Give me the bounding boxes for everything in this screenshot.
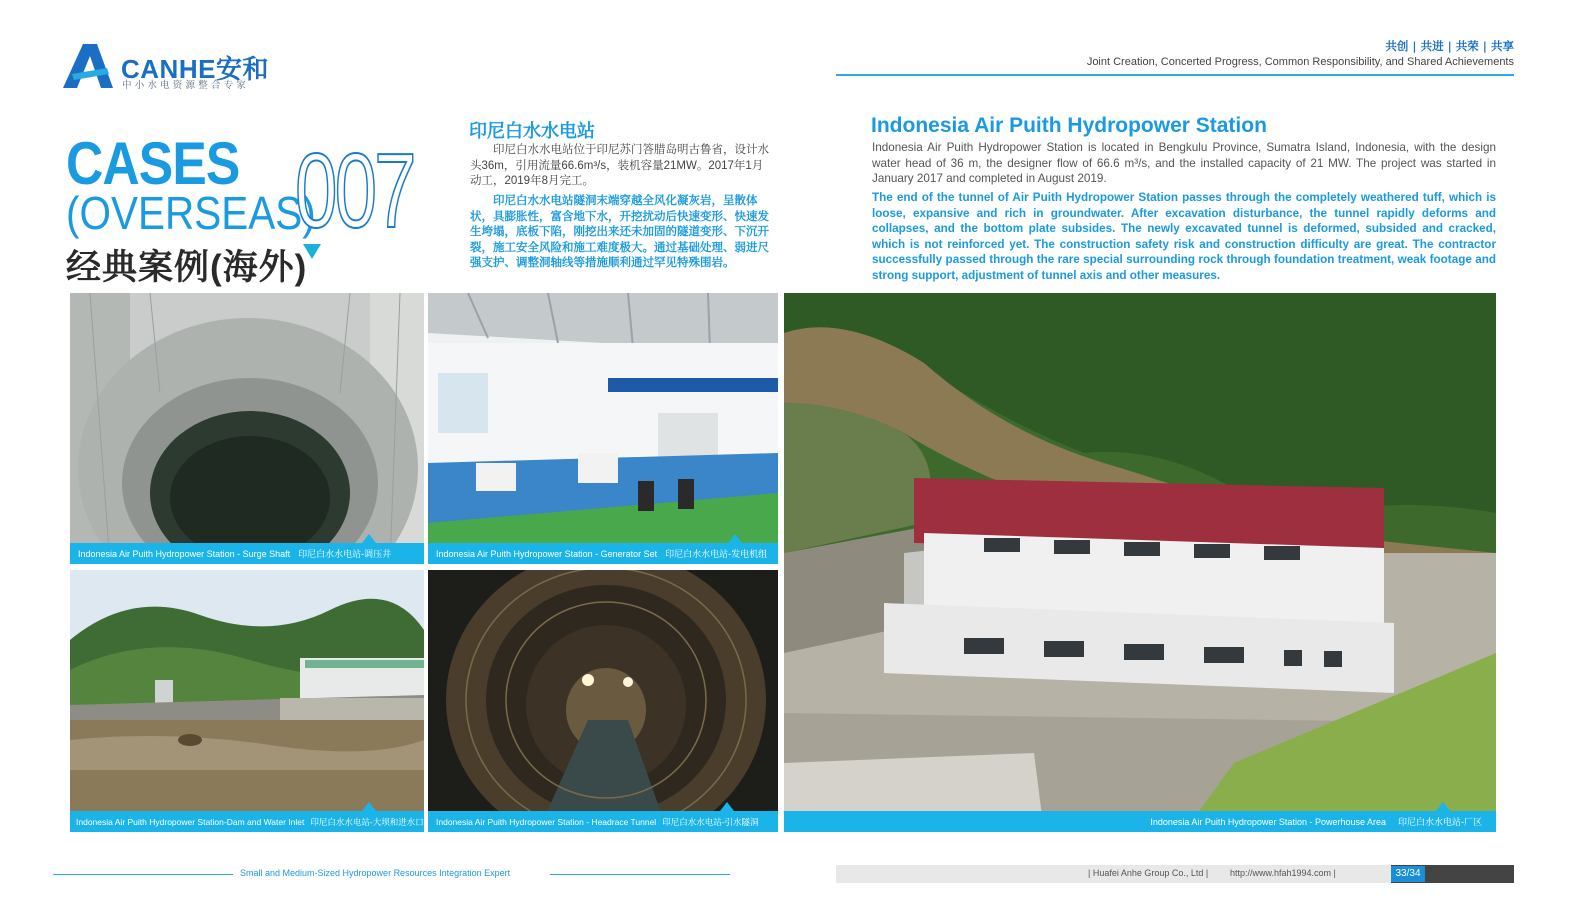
caption-pointer-icon [1436,802,1450,811]
footer-company: | Huafei Anhe Group Co., Ltd | [1088,868,1209,878]
case-challenge-en: The end of the tunnel of Air Puith Hydropower Station passes through the completely weathered tuff, which is loose, expansive and rich in groundwater. After excavation disturbance, the tunnel rapidly deforms and collapses, and the bottom plate subsides. The newly excavated tunnel is deformed, subsided and cracked, which is not reinforced yet. The construction safety risk and construction difficulty are great. The contractor successfully passed through the rare special surrounding rock through foundation treatment, weak footage and strong support, adjustment of tunnel axis and other measures. [872,191,1496,282]
caption-generator-set [428,543,778,564]
footer-url[interactable]: http://www.hfah1994.com | [1230,868,1336,878]
footer-divider-right [550,874,730,875]
caption-cn: 印尼白水水电站-发电机组 [665,549,768,559]
caption-cn: 印尼白水水电站-引水隧洞 [662,816,759,827]
caption-cn: 印尼白水水电站-大坝和进水口 [310,816,424,827]
logo-word-cn: 安和 [215,54,269,84]
motto-en: Joint Creation, Concerted Progress, Common Responsibility, and Shared Achievements [1086,56,1514,68]
case-title-cn: 印尼白水水电站 [469,121,595,141]
caption-en: Indonesia Air Puith Hydropower Station - Surge Shaft [78,548,291,559]
caption-headrace-tunnel [428,811,778,832]
caption-en: Indonesia Air Puith Hydropower Station - Generator Set [436,548,658,559]
case-description-cn: 印尼白水水电站位于印尼苏门答腊岛明古鲁省，设计水头36m，引用流量66.6m³/s，装机容量21MW。2017年1月动工，2019年8月完工。 [470,144,769,188]
caption-surge-shaft [70,543,424,564]
page-number: 33/34 [1391,866,1425,882]
caption-en: Indonesia Air Puith Hydropower Station-Dam and Water Inlet [76,816,305,827]
case-number: 007 [295,132,414,250]
footer-tagline: Small and Medium-Sized Hydropower Resources Integration Expert [240,868,511,878]
caption-pointer-icon [720,802,734,811]
photo-dam-inlet [70,570,424,832]
section-title-overseas: (OVERSEAS) [66,187,316,239]
photo-surge-shaft [70,293,424,564]
section-title-cases: CASES [66,130,240,197]
section-title-cn: 经典案例(海外) [66,248,308,287]
photo-headrace-tunnel [428,570,778,832]
header-divider [836,74,1514,76]
caption-en: Indonesia Air Puith Hydropower Station - Powerhouse Area [1150,816,1386,827]
caption-cn: 印尼白水水电站-厂区 [1398,817,1482,827]
powerhouse-image [784,293,1496,832]
caption-powerhouse-area [784,811,1496,832]
caption-en: Indonesia Air Puith Hydropower Station - Headrace Tunnel [436,816,657,827]
caption-pointer-icon [728,534,742,543]
photo-powerhouse-area [784,293,1496,832]
logo-subtitle: 中小水电资源整合专家 [122,80,250,91]
caption-dam-inlet [70,811,424,832]
motto-cn: 共创 | 共进 | 共荣 | 共享 [1385,39,1514,53]
generator-hall-image [428,293,778,564]
caption-pointer-icon [362,534,376,543]
tunnel-image [428,570,778,832]
case-title-en: Indonesia Air Puith Hydropower Station [871,114,1267,137]
photo-generator-set [428,293,778,564]
caption-pointer-icon [362,802,376,811]
dam-inlet-image [70,570,424,832]
surge-shaft-image [70,293,424,564]
case-challenge-cn: 印尼白水水电站隧洞末端穿越全风化凝灰岩，呈散体状，具膨胀性，富含地下水，开挖扰动后快速变形、快速发生垮塌，底板下陷，刚挖出来还未加固的隧道变形、下沉开裂，施工安全风险和施工难度极大。通过基础处理、弱进尺强支护、调整洞轴线等措施顺利通过罕见特殊围岩。 [470,195,769,270]
canhe-logo-icon [63,44,117,88]
case-description-en: Indonesia Air Puith Hydropower Station is located in Bengkulu Province, Sumatra Island, Indonesia, with the design water head of 36 m, the designer flow of 66.6 m³/s, and the installed capacity of 21 MW. The project was started in January 2017 and completed in August 2019. [872,141,1496,185]
footer-divider-left [53,874,233,875]
logo-word-en: CANHE [121,54,216,84]
caption-cn: 印尼白水水电站-调压井 [298,549,392,559]
